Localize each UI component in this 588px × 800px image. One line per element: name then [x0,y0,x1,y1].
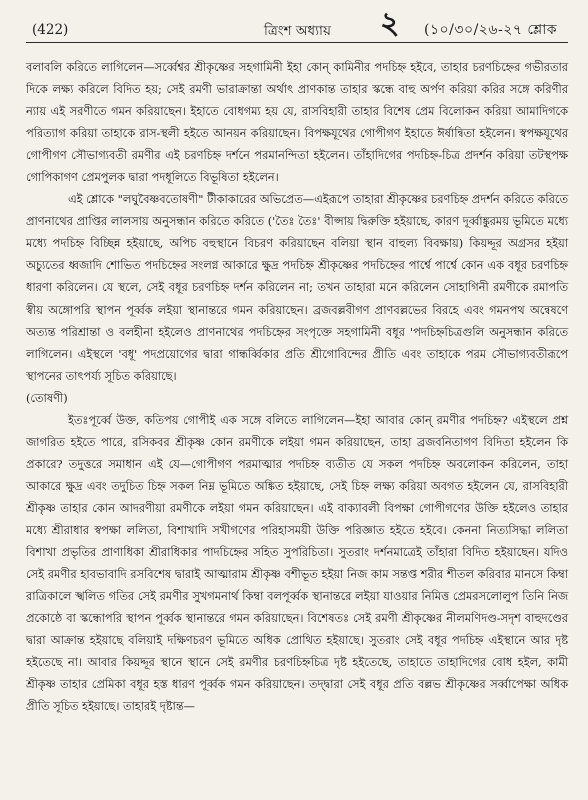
handwritten-mark: ২ [380,6,400,41]
header-rule [26,42,568,43]
paragraph-1: বলাবলি করিতে লাগিলেন—সর্ব্বেশ্বর শ্রীকৃষ্ণের সহগামিনী ইহা কোন্ কামিনীর পদচিহ্ন হইবে, তাহার চরণচিহ্নের গভীরতার দিকে লক্ষ্য করিলে বিদিত হয়; সেই রমণী ভারাক্রান্তা অর্থাৎ প্রাণকান্ত তাহার স্কন্ধে বাহু অর্পণ করিয়া করির সঙ্গে করিণীর ন্যায় এই সরণীতে গমন করিয়াছেন। ইহাতে বোধগম্য হয় যে, রাসবিহারী তাহার বিশেষ প্রেম বিলোকন করিয়া আমাদিগকে পরিত্যাগ করিয়া তাহাকে রাস-স্থলী হইতে আনয়ন করিয়াছেন। বিপক্ষযূথের গোপীগণ ইহাতে ঈর্ষান্বিতা হইলেন। স্বপক্ষযূথের গোপীগণ সৌভাগ্যবতী রমণীর এই চরণচিহ্ন দর্শনে পরমানন্দিতা হইলেন। তাঁহাদিগের পদচিহ্ন-চিত্র প্রদর্শন করিয়া তটস্থপক্ষ গোপিকাগণ প্রেমপুলক দ্বারা পদধূলিতে বিভূষিতা হইলেন। [26,60,568,185]
page-body [26,56,568,717]
paragraph-3: ইতঃপূর্ব্বে উক্ত, কতিপয় গোপীই এক সঙ্গে বলিতে লাগিলেন—ইহা আবার কোন্ রমণীর পদচিহ্ন? এইস্থলে প্রশ্ন জাগরিত হইতে পারে, রসিকবর শ্রীকৃষ্ণ কোন রমণীকে লইয়া গমন করিয়াছেন, তাহা ব্রজবনিতাগণ বিদিতা হইলেন কি প্রকারে? তদুত্তরে সমাধান এই যে—গোপীগণ পরমাত্মার পদচিহ্ন ব্যতীত যে সকল পদচিহ্ন অবলোকন করিলেন, তাহা আকারে ক্ষুদ্র এবং তদুচিত চিহ্ন সকল নিম্ন ভূমিতে অঙ্কিত হইয়াছে, সেই চিহ্ন লক্ষ্য করিয়া অবগত হইলেন যে, রাসবিহারী শ্রীকৃষ্ণ তাহার কোন আদরণীয়া রমণীকে লইয়া গমন করিয়াছেন। এই বাক্যাবলী বিপক্ষা গোপীগণের উক্তি হইলেও তাহার মধ্যে শ্রীরাধার স্বপক্ষা ললিতা, বিশাখাদি সখীগণের পরিহাসময়ী উক্তি পরিজ্ঞাত হইতে হইবে। কেননা নিত্যসিদ্ধা ললিতা বিশাখা প্রভৃতির প্রাণাধিকা শ্রীরাধিকার পাদচিহ্নের সহিত সুপরিচিতা। সুতরাং দর্শনমাত্রেই তাঁহারা বিদিত হইয়াছেন। যদিও সেই রমণীর হাবভাবাদি রসবিশেষ দ্বারাই আত্মারাম শ্রীকৃষ্ণ বশীভূত হইয়া নিজ কাম সন্তপ্ত শরীর শীতল করিবার মানসে কিম্বা রাত্রিকালে স্খলিত গতির সেই রমণীর সুখগমনার্থ কিম্বা বলপূর্ব্বক স্থানান্তরে লইয়া যাওয়ার নিমিত্ত প্রেমরসলোলুপ তিনি নিজ প্রকোষ্ঠে বা স্কন্ধোপরি স্থাপন পূর্ব্বক স্থানান্তরে গমন করিয়াছেন। বিশেষতঃ সেই রমণী শ্রীকৃষ্ণের নীলমণিদণ্ড-সদৃশ বাহুদণ্ডের দ্বারা আক্রান্ত হইয়াছে বলিয়াই দক্ষিণচরণ ভূমিতে অধিক প্রোথিত হইয়াছে। সুতরাং সেই বধূর পদচিহ্ন এইস্থানে আর দৃষ্ট হইতেছে না। আবার কিয়দ্দূর স্থানে স্থানে সেই রমণীর চরণচিহ্নচিত্র দৃষ্ট হইতেছে, তাহাতে তাহাদিগের বোধ হইল, কামী শ্রীকৃষ্ণ তাহার প্রেমিকা বধূর হস্ত ধারণ পূর্ব্বক গমন করিয়াছেন। তদ্দ্বারা সেই বধূর প্রতি বল্লভ শ্রীকৃষ্ণের সর্ব্বাপেক্ষা অধিক প্রীতি সূচিত হইয়াছে। তাহারই দৃষ্টান্ত— [26,412,568,714]
page-header [26,6,568,41]
page-number: (422) [32,22,69,38]
chapter-title: ত্রিংশ অধ্যায় [264,23,331,39]
paragraph-2: এই শ্লোকে "লঘুবৈষ্ণবতোষণী" টীকাকারের অভিপ্রেত—এইরূপে তাহারা শ্রীকৃষ্ণের চরণচিহ্ন প্রদর্শন করিতে করিতে প্রাণনাথের প্রাপ্তির লালসায় অনুসন্ধান করিতে করিতে ('তৈঃ তৈঃ' বীপ্সায় দ্বিরুক্তি হইয়াছে, কারণ দূর্ব্বাঙ্কুরময় ভূমিতে মধ্যে মধ্যে পদচিহ্ন বিচ্ছিন্ন হইয়াছে, অপিচ বহুস্থানে বিচরণ করিয়াছেন বলিয়া স্থান বাহুল্য বিবক্ষায়) কিয়দ্দূর অগ্রসর হইয়া অচ্যুতের ধ্বজাদি শোভিত পদচিহ্নের সংলগ্ন আকারে ক্ষুদ্র পদচিহ্ন শ্রীকৃষ্ণের পদচিহ্নের পার্শ্বে পার্শ্বে কোন এক বধূর চরণচিহ্ন ধারণা করিলেন। যে স্থলে, সেই বধূর চরণচিহ্ন দর্শন করিলেন না; তখন তাহারা মনে করিলেন সোহাগিনী রমণীকে রমাপতি স্বীয় অঙ্গোপরি স্থাপন পূর্ব্বক লইয়া স্থানান্তরে গমন করিয়াছেন। ব্রজবল্লবীগণ প্রাণবল্লভের বিরহে এবং গমনপথ অন্বেষণে অত্যন্ত পরিশ্রান্তা ও বলহীনা হইলেও প্রাণনাথের পদচিহ্নের সংপৃক্তে সহগামিনী বধূর 'পদচিহ্নচিত্রগুলি অনুসন্ধান করিতে লাগিলেন। এইস্থলে 'বধূ' পদপ্রয়োগের দ্বারা গান্ধর্ব্বিকার প্রতি শ্রীগোবিন্দের প্রীতি এবং তাহাকে পরম সৌভাগ্যবতীরূপে স্থাপনের তাৎপর্য্য সূচিত করিয়াছে। [26,192,568,383]
verse-reference: (১০/৩০/২৬-২৭ শ্লোক [424,22,558,38]
section-label: (তোষণী) [26,390,68,405]
